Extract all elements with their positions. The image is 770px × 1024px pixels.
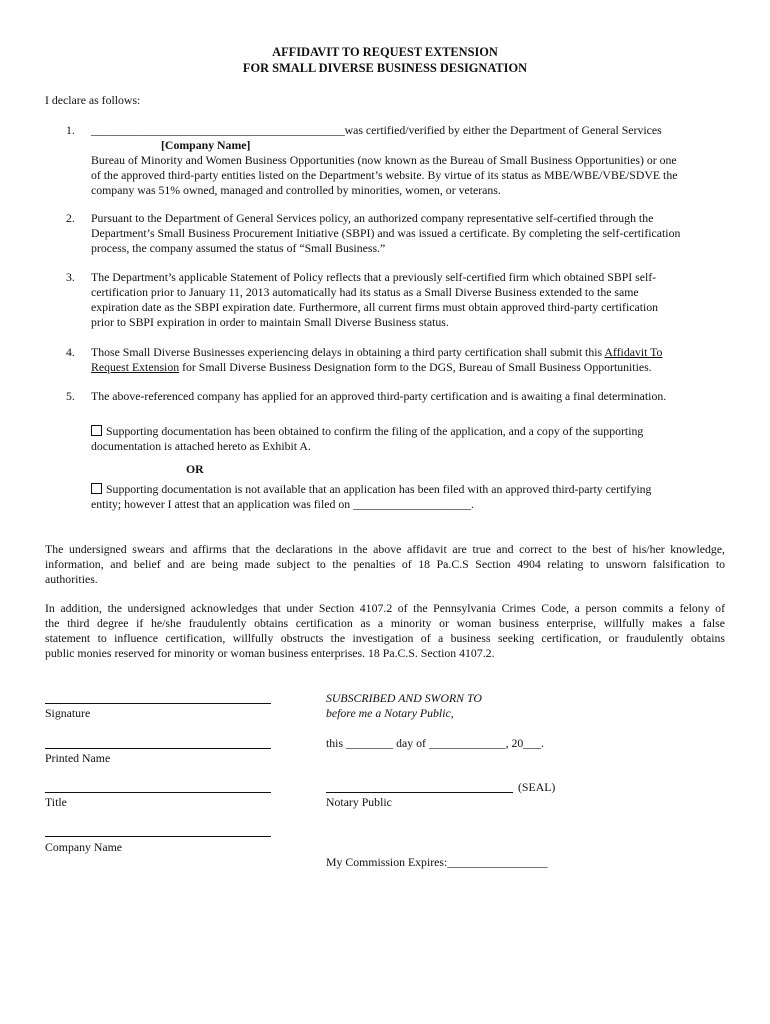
subscribed-label: SUBSCRIBED AND SWORN TO (326, 691, 482, 705)
item-text: certification prior to January 11, 2013 automatically had its status as a Small Diverse Business extended to the same (91, 285, 639, 299)
commission-expires-field[interactable]: My Commission Expires:_________________ (326, 855, 548, 869)
paragraph-line: statement to influence certification, willfully obstructs the investigation of a business seeking certification, or fraudulently obtains (45, 631, 725, 645)
seal-label: (SEAL) (518, 780, 556, 794)
document-subtitle: FOR SMALL DIVERSE BUSINESS DESIGNATION (242, 61, 528, 75)
item-text: prior to SBPI expiration in order to maintain Small Diverse Business status. (91, 315, 449, 329)
company-name-label: Company Name (45, 840, 122, 854)
declaration-item-1 (91, 123, 731, 198)
option-a (91, 424, 731, 454)
paragraph-line: the third degree if he/she fraudulently obtains certification as a minority or woman business enterprise, willfully makes a false (45, 616, 725, 630)
option-text: documentation is attached hereto as Exhibit A. (91, 439, 311, 453)
item-text: for Small Diverse Business Designation form to the DGS, Bureau of Small Business Opportunities. (179, 360, 652, 374)
item-text: Bureau of Minority and Women Business Opportunities (now known as the Bureau of Small Business Opportunities) or one (91, 153, 677, 167)
option-a-checkbox[interactable] (91, 425, 102, 436)
item-number: 1. (66, 123, 75, 137)
item-number: 5. (66, 389, 75, 403)
item-number: 3. (66, 270, 75, 284)
paragraph-line: information, and belief and are being made subject to the penalties of 18 Pa.C.S Section 4904 relating to unsworn falsification to (45, 557, 725, 571)
option-b-checkbox[interactable] (91, 483, 102, 494)
affirmation-paragraph (45, 542, 725, 587)
notary-before-label: before me a Notary Public, (326, 706, 454, 720)
printed-name-line[interactable] (45, 748, 271, 749)
option-text: Supporting documentation is not available that an application has been filed with an approved third-party certifying (106, 482, 652, 496)
notary-signature-line[interactable] (326, 792, 513, 793)
paragraph-line: authorities. (45, 572, 98, 586)
affidavit-link[interactable]: Affidavit To (604, 345, 663, 359)
item-text: company was 51% owned, managed and controlled by minorities, women, or veterans. (91, 183, 501, 197)
title-label: Title (45, 795, 67, 809)
option-b (91, 482, 731, 512)
item-text: was certified/verified by either the Department of General Services (344, 123, 662, 137)
item-text: The above-referenced company has applied for an approved third-party certification and is awaiting a final determination. (91, 389, 667, 403)
declaration-item-2 (91, 211, 731, 256)
item-number: 4. (66, 345, 75, 359)
item-text: Pursuant to the Department of General Services policy, an authorized company representative self-certified through the (91, 211, 654, 225)
printed-name-label: Printed Name (45, 751, 111, 765)
paragraph-line: The undersigned swears and affirms that the declarations in the above affidavit are true and correct to the best of his/her knowledge, (45, 542, 725, 556)
signature-label: Signature (45, 706, 91, 720)
notary-date-line[interactable]: this ________ day of _____________, 20___. (326, 736, 544, 750)
item-text: process, the company assumed the status of “Small Business.” (91, 241, 386, 255)
company-name-label: [Company Name] (161, 138, 251, 152)
affidavit-link[interactable]: Request Extension (91, 360, 180, 374)
company-name-line[interactable] (45, 836, 271, 837)
paragraph-line: public monies reserved for minority or woman business enterprises. 18 Pa.C.S. Section 4107.2. (45, 646, 495, 660)
or-label: OR (186, 462, 204, 476)
title-line[interactable] (45, 792, 271, 793)
declaration-item-5 (91, 389, 731, 404)
paragraph-line: In addition, the undersigned acknowledges that under Section 4107.2 of the Pennsylvania Crimes Code, a person commits a felony of (45, 601, 725, 615)
item-text: Department’s Small Business Procurement Initiative (SBPI) and was issued a certificate. By completing the self-certification (91, 226, 681, 240)
item-text: expiration date as the SBPI expiration date. Furthermore, all current firms must obtain approved third-party certification (91, 300, 659, 314)
signature-line[interactable] (45, 703, 271, 704)
acknowledgement-paragraph (45, 601, 725, 661)
item-text: Those Small Diverse Businesses experiencing delays in obtaining a third party certification shall submit this (91, 345, 605, 359)
intro-text: I declare as follows: (45, 93, 141, 107)
company-name-blank[interactable]: ___________________________________________ (91, 123, 345, 137)
notary-public-label: Notary Public (326, 795, 392, 809)
option-text: Supporting documentation has been obtained to confirm the filing of the application, and a copy of the supporting (106, 424, 644, 438)
item-number: 2. (66, 211, 75, 225)
document-title: AFFIDAVIT TO REQUEST EXTENSION (272, 45, 498, 59)
option-text: entity; however I attest that an application was filed on ____________________. (91, 497, 474, 511)
declaration-item-4 (91, 345, 731, 375)
item-text: of the approved third-party entities listed on the Department’s website. By virtue of its status as MBE/WBE/VBE/SDVE the (91, 168, 678, 182)
declaration-item-3 (91, 270, 731, 330)
item-text: The Department’s applicable Statement of Policy reflects that a previously self-certified firm which obtained SBPI self- (91, 270, 657, 284)
